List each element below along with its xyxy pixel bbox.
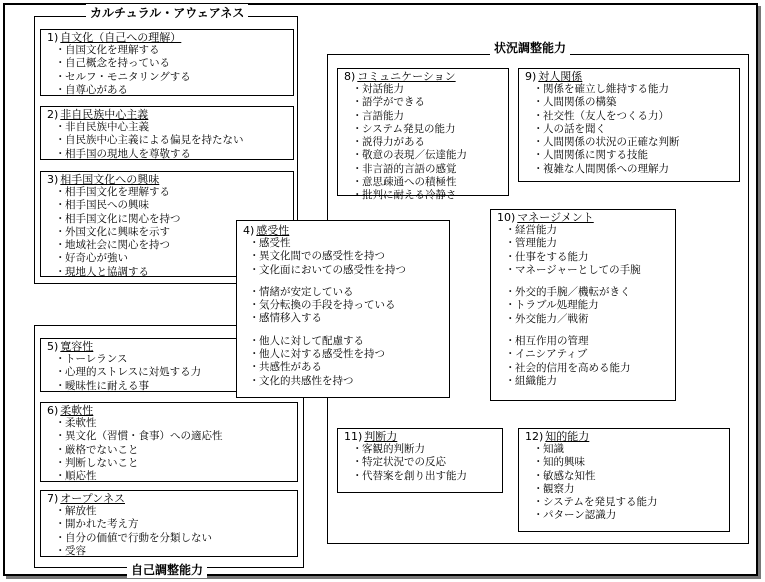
bullet-icon: ・ <box>55 417 66 429</box>
item-list <box>525 443 725 523</box>
bullet-icon: ・ <box>352 176 363 189</box>
bullet-icon: ・ <box>55 121 66 133</box>
list-item <box>55 84 289 97</box>
bullet-icon: ・ <box>55 443 66 456</box>
box-management <box>490 209 676 401</box>
bullet-icon: ・ <box>352 162 363 175</box>
bullet-icon: ・ <box>55 265 66 278</box>
list-item-text: 相互作用の管理 <box>515 335 589 348</box>
item-list <box>497 224 671 388</box>
list-item-text: 異文化間での感受性を持つ <box>259 250 385 263</box>
list-item-text: 情緒が安定している <box>259 285 354 298</box>
list-item-text: 自分の価値で行動を分類しない <box>65 531 212 544</box>
list-item-text: 自尊心がある <box>65 83 128 96</box>
list-item <box>352 470 498 483</box>
list-item <box>55 148 289 161</box>
list-item <box>55 199 289 212</box>
box-sensitivity <box>236 220 450 398</box>
list-item-text: 外交能力／戦術 <box>515 312 589 325</box>
list-item-text: 人の話を聞く <box>543 122 606 135</box>
list-item-text: 感情移入する <box>259 312 322 325</box>
list-item-text: マネージャーとしての手腕 <box>515 263 641 276</box>
bullet-icon: ・ <box>505 224 516 236</box>
list-item-text: 批判に耐える冷静さ <box>362 189 457 202</box>
bullet-icon: ・ <box>533 96 544 109</box>
list-item-text: 複雑な人間関係への理解力 <box>543 162 669 175</box>
list-item <box>55 444 293 457</box>
list-item <box>352 96 504 109</box>
list-item-text: 外交的手腕／機転がきく <box>515 286 631 299</box>
bullet-icon: ・ <box>249 263 260 276</box>
bullet-icon: ・ <box>505 237 516 250</box>
bullet-icon: ・ <box>55 505 66 517</box>
list-item-text: 代替案を創り出す能力 <box>362 469 467 482</box>
box-title: 対人関係 <box>538 70 583 83</box>
bullet-icon: ・ <box>55 379 66 392</box>
list-item <box>55 532 293 545</box>
list-item <box>55 545 293 558</box>
list-item <box>533 470 725 483</box>
list-item-text: 社交性（友人をつくる力） <box>543 109 669 122</box>
list-item-text: 受容 <box>65 544 86 557</box>
list-item-text: 言語能力 <box>362 109 404 122</box>
list-item <box>352 443 498 456</box>
list-item-text: 気分転換の手段を持っている <box>259 299 396 312</box>
bullet-icon: ・ <box>249 312 260 325</box>
list-item-text: 相手国文化に関心を持つ <box>65 212 181 225</box>
list-item <box>352 163 504 176</box>
box-title: 感受性 <box>256 224 290 237</box>
list-item <box>533 123 735 136</box>
list-item-text: 社会的信用を高める能力 <box>515 361 631 374</box>
list-item <box>55 457 293 470</box>
list-item <box>55 121 289 134</box>
list-item <box>505 299 671 312</box>
list-item-text: 敬意の表現／伝達能力 <box>362 149 467 162</box>
list-item <box>249 335 445 348</box>
bullet-icon: ・ <box>55 225 66 238</box>
bullet-icon: ・ <box>352 189 363 202</box>
item-list <box>47 44 289 97</box>
bullet-icon: ・ <box>249 285 260 298</box>
list-item <box>249 237 445 250</box>
list-item <box>55 518 293 531</box>
list-item-text: 関係を確立し維持する能力 <box>543 83 669 95</box>
box-title: 判断力 <box>364 430 398 443</box>
list-item <box>533 509 725 522</box>
list-item <box>55 430 293 443</box>
list-item <box>352 136 504 149</box>
item-list <box>47 505 293 558</box>
list-item-text: イニシアティブ <box>515 348 588 361</box>
box-title: コミュニケーション <box>357 70 456 83</box>
list-item-text: トラブル処理能力 <box>515 299 599 312</box>
bullet-icon: ・ <box>352 456 363 469</box>
list-item <box>505 313 671 326</box>
bullet-icon: ・ <box>352 83 363 95</box>
list-item-text: 組織能力 <box>515 374 557 387</box>
list-item <box>352 149 504 162</box>
bullet-icon: ・ <box>533 136 544 149</box>
list-item-text: 解放性 <box>65 505 97 517</box>
bullet-icon: ・ <box>505 361 516 374</box>
list-item-text: 相手国の現地人を尊敬する <box>65 147 191 160</box>
list-item-text: セルフ・モニタリングする <box>65 70 191 83</box>
box-title: 柔軟性 <box>60 404 94 417</box>
list-item-text: 特定状況での反応 <box>362 456 446 469</box>
bullet-icon: ・ <box>505 335 516 348</box>
list-item <box>55 134 289 147</box>
list-item-text: 説得力がある <box>362 136 425 149</box>
box-title: マネージメント <box>517 211 594 224</box>
box-number: 9) <box>525 70 537 83</box>
list-item <box>505 335 671 348</box>
item-list <box>243 237 445 388</box>
box-title: 自文化（自己への理解） <box>60 31 182 44</box>
list-item-text: 知的興味 <box>543 456 585 469</box>
box-number: 11) <box>344 430 363 443</box>
situation-adjustment-heading: 状況調整能力 <box>490 39 570 56</box>
bullet-icon: ・ <box>249 374 260 387</box>
box-number: 1) <box>47 31 59 44</box>
list-item-text: システムを発見する能力 <box>543 496 658 509</box>
bullet-icon: ・ <box>505 348 516 361</box>
list-item <box>505 237 671 250</box>
list-item <box>249 375 445 388</box>
list-spacer <box>505 277 671 286</box>
list-item <box>55 417 293 430</box>
list-item-text: 現地人と協調する <box>65 265 149 278</box>
list-item <box>533 456 725 469</box>
list-item-text: 人間関係の状況の正確な判断 <box>543 136 680 149</box>
list-spacer <box>249 277 445 286</box>
bullet-icon: ・ <box>352 122 363 135</box>
list-item-text: 異文化（習慣・食事）への適応性 <box>65 430 223 443</box>
box-number: 7) <box>47 492 59 505</box>
list-item-text: 文化的共感性を持つ <box>259 374 354 387</box>
bullet-icon: ・ <box>505 250 516 263</box>
box-number: 10) <box>497 211 516 224</box>
box-title: オープンネス <box>60 492 125 505</box>
bullet-icon: ・ <box>533 122 544 135</box>
list-item-text: 自民族中心主義による偏見を持たない <box>65 134 244 147</box>
bullet-icon: ・ <box>249 361 260 374</box>
bullet-icon: ・ <box>505 286 516 299</box>
list-item <box>352 123 504 136</box>
list-item-text: トーレランス <box>65 353 128 365</box>
bullet-icon: ・ <box>533 162 544 175</box>
box-title: 知的能力 <box>545 430 590 443</box>
list-item-text: 客観的判断力 <box>362 443 425 455</box>
list-item-text: 敏感な知性 <box>543 469 596 482</box>
list-item-text: 文化面においての感受性を持つ <box>259 263 406 276</box>
list-spacer <box>505 326 671 335</box>
list-item <box>505 264 671 277</box>
self-adjustment-heading: 自己調整能力 <box>127 561 207 578</box>
list-item-text: 人間関係に関する技能 <box>543 149 648 162</box>
list-item <box>55 57 289 70</box>
list-item-text: 他人に対して配慮する <box>259 334 364 347</box>
list-item <box>505 251 671 264</box>
box-communication <box>337 68 509 202</box>
list-item <box>505 348 671 361</box>
bullet-icon: ・ <box>55 366 66 379</box>
box-number: 3) <box>47 173 59 186</box>
bullet-icon: ・ <box>55 456 66 469</box>
bullet-icon: ・ <box>55 147 66 160</box>
list-item-text: 相手国民への興味 <box>65 199 149 212</box>
bullet-icon: ・ <box>352 443 363 455</box>
list-item <box>533 96 735 109</box>
bullet-icon: ・ <box>55 186 66 198</box>
bullet-icon: ・ <box>505 299 516 312</box>
list-item-text: 観察力 <box>543 482 575 495</box>
bullet-icon: ・ <box>249 299 260 312</box>
bullet-icon: ・ <box>352 109 363 122</box>
list-item <box>55 186 289 199</box>
list-item <box>533 136 735 149</box>
list-item-text: 地域社会に関心を持つ <box>65 239 170 252</box>
list-item <box>533 83 735 96</box>
list-item-text: 語学ができる <box>362 96 425 109</box>
list-item <box>505 224 671 237</box>
list-item-text: 意思疎通への積極性 <box>362 176 457 189</box>
bullet-icon: ・ <box>55 134 66 147</box>
bullet-icon: ・ <box>55 353 66 365</box>
list-item <box>249 361 445 374</box>
list-item-text: 管理能力 <box>515 237 557 250</box>
bullet-icon: ・ <box>533 109 544 122</box>
bullet-icon: ・ <box>249 334 260 347</box>
list-item <box>533 149 735 162</box>
list-item <box>249 264 445 277</box>
list-item <box>249 312 445 325</box>
bullet-icon: ・ <box>55 531 66 544</box>
list-item <box>352 189 504 202</box>
box-judgment <box>337 428 503 493</box>
list-item-text: 共感性がある <box>259 361 322 374</box>
box-number: 12) <box>525 430 544 443</box>
box-title: 非自民族中心主義 <box>60 108 149 121</box>
bullet-icon: ・ <box>55 57 66 70</box>
box-openness <box>40 490 298 557</box>
bullet-icon: ・ <box>55 70 66 83</box>
bullet-icon: ・ <box>505 263 516 276</box>
list-item <box>533 496 725 509</box>
bullet-icon: ・ <box>352 149 363 162</box>
list-item <box>505 286 671 299</box>
list-item <box>352 110 504 123</box>
list-item <box>352 456 498 469</box>
bullet-icon: ・ <box>55 544 66 557</box>
list-item <box>533 483 725 496</box>
list-item <box>249 348 445 361</box>
bullet-icon: ・ <box>533 509 544 522</box>
list-item <box>352 83 504 96</box>
bullet-icon: ・ <box>249 237 260 249</box>
bullet-icon: ・ <box>505 374 516 387</box>
bullet-icon: ・ <box>505 312 516 325</box>
list-item-text: 厳格でないこと <box>65 443 139 456</box>
box-number: 4) <box>243 224 255 237</box>
list-item <box>55 470 293 483</box>
list-item <box>533 110 735 123</box>
bullet-icon: ・ <box>352 136 363 149</box>
box-number: 6) <box>47 404 59 417</box>
bullet-icon: ・ <box>55 518 66 531</box>
bullet-icon: ・ <box>533 482 544 495</box>
item-list <box>344 443 498 483</box>
item-list <box>344 83 504 203</box>
list-item-text: 曖昧性に耐える事 <box>65 379 149 392</box>
bullet-icon: ・ <box>533 496 544 509</box>
list-item-text: 外国文化に興味を示す <box>65 225 170 238</box>
list-item-text: 人間関係の構築 <box>543 96 617 109</box>
list-item-text: 仕事をする能力 <box>515 250 589 263</box>
bullet-icon: ・ <box>249 250 260 263</box>
list-item-text: 柔軟性 <box>65 417 97 429</box>
list-item-text: 相手国文化を理解する <box>65 186 170 198</box>
bullet-icon: ・ <box>533 83 544 95</box>
bullet-icon: ・ <box>55 44 66 56</box>
box-self-culture <box>40 29 294 96</box>
list-item <box>55 44 289 57</box>
box-interpersonal <box>518 68 740 182</box>
list-item <box>249 299 445 312</box>
list-item-text: 非自民族中心主義 <box>65 121 149 133</box>
list-item-text: 知識 <box>543 443 564 455</box>
box-flexibility <box>40 402 298 482</box>
box-number: 8) <box>344 70 356 83</box>
list-item-text: 経営能力 <box>515 224 557 236</box>
bullet-icon: ・ <box>55 430 66 443</box>
list-item-text: 感受性 <box>259 237 291 249</box>
list-item <box>533 163 735 176</box>
bullet-icon: ・ <box>352 469 363 482</box>
box-number: 2) <box>47 108 59 121</box>
bullet-icon: ・ <box>533 469 544 482</box>
bullet-icon: ・ <box>55 83 66 96</box>
list-item <box>505 362 671 375</box>
cultural-awareness-heading: カルチュラル・アウェアネス <box>86 4 248 21</box>
bullet-icon: ・ <box>55 239 66 252</box>
bullet-icon: ・ <box>533 456 544 469</box>
list-item <box>249 250 445 263</box>
list-item-text: 自己概念を持っている <box>65 57 170 70</box>
list-spacer <box>249 326 445 335</box>
list-item-text: 他人に対する感受性を持つ <box>259 348 385 361</box>
box-intellectual-ability <box>518 428 730 532</box>
list-item-text: 非言語的言語の感覚 <box>362 162 457 175</box>
bullet-icon: ・ <box>55 470 66 483</box>
box-title: 相手国文化への興味 <box>60 173 160 186</box>
bullet-icon: ・ <box>55 252 66 265</box>
item-list <box>47 121 289 161</box>
list-item-text: 好奇心が強い <box>65 252 128 265</box>
bullet-icon: ・ <box>533 149 544 162</box>
list-item-text: 自国文化を理解する <box>65 44 160 56</box>
bullet-icon: ・ <box>533 443 544 455</box>
list-item-text: 判断しないこと <box>65 456 139 469</box>
bullet-icon: ・ <box>352 96 363 109</box>
bullet-icon: ・ <box>55 212 66 225</box>
list-item <box>55 505 293 518</box>
list-item-text: 心理的ストレスに対処する力 <box>65 366 202 379</box>
list-item <box>249 286 445 299</box>
bullet-icon: ・ <box>249 348 260 361</box>
box-number: 5) <box>47 340 59 353</box>
list-item <box>505 375 671 388</box>
list-item-text: パターン認識力 <box>543 509 617 522</box>
item-list <box>47 417 293 483</box>
list-item-text: 開かれた考え方 <box>65 518 139 531</box>
box-non-ethnocentrism <box>40 106 294 160</box>
list-item <box>533 443 725 456</box>
list-item <box>352 176 504 189</box>
list-item-text: システム発見の能力 <box>362 122 456 135</box>
item-list <box>525 83 735 176</box>
box-title: 寛容性 <box>60 340 94 353</box>
list-item-text: 対話能力 <box>362 83 404 95</box>
list-item-text: 順応性 <box>65 470 97 483</box>
list-item <box>55 71 289 84</box>
bullet-icon: ・ <box>55 199 66 212</box>
